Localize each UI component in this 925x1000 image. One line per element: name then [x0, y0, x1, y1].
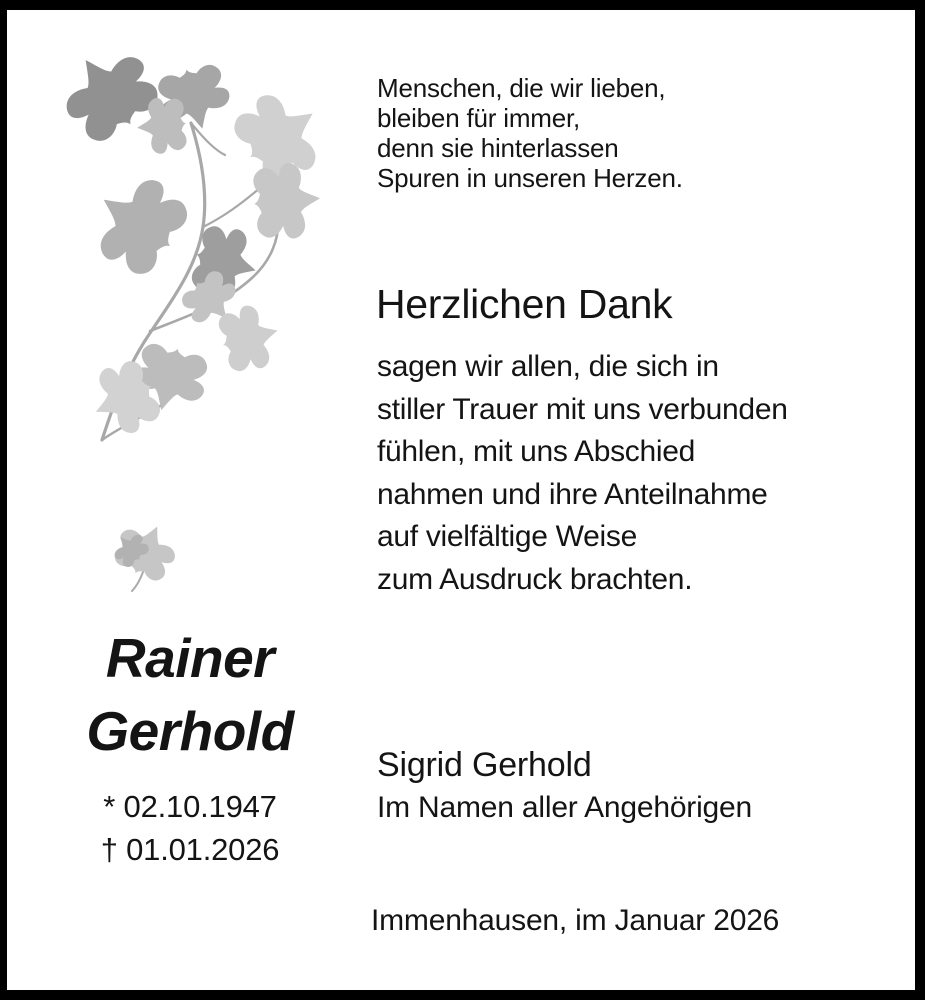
on-behalf-line: Im Namen aller Angehörigen	[377, 791, 753, 824]
verse-line-3: denn sie hinterlassen	[377, 133, 619, 163]
deceased-first-name: Rainer	[105, 627, 275, 689]
body-line-2: stiller Trauer mit uns verbunden	[377, 392, 788, 426]
mourner-name: Sigrid Gerhold	[377, 746, 592, 784]
ivy-leaf-small-image	[105, 522, 179, 596]
body-line-1: sagen wir allen, die sich in	[377, 350, 719, 383]
body-line-4: nahmen und ihre Anteilnahme	[377, 477, 768, 511]
place-date-line: Immenhausen, im Januar 2026	[371, 904, 780, 937]
ivy-leaves	[65, 55, 325, 444]
ivy-branch-image	[65, 55, 325, 450]
thanks-body-text	[377, 346, 788, 601]
verse-line-2: bleiben für immer,	[377, 103, 581, 133]
thanks-heading: Herzlichen Dank	[376, 281, 673, 327]
signature-block	[377, 741, 752, 826]
memorial-verse	[377, 73, 683, 193]
deceased-last-name: Gerhold	[86, 700, 294, 762]
birth-date: * 02.10.1947	[103, 789, 277, 824]
leaf-stem	[132, 572, 143, 591]
life-dates	[40, 785, 340, 871]
body-line-3: fühlen, mit uns Abschied	[377, 435, 695, 468]
verse-line-1: Menschen, die wir lieben,	[377, 73, 666, 103]
death-date: † 01.01.2026	[100, 832, 280, 867]
deceased-name-block	[40, 622, 340, 871]
verse-line-4: Spuren in unseren Herzen.	[377, 163, 683, 193]
body-line-5: auf vielfältige Weise	[377, 520, 637, 553]
body-line-6: zum Ausdruck brachten.	[377, 562, 693, 596]
